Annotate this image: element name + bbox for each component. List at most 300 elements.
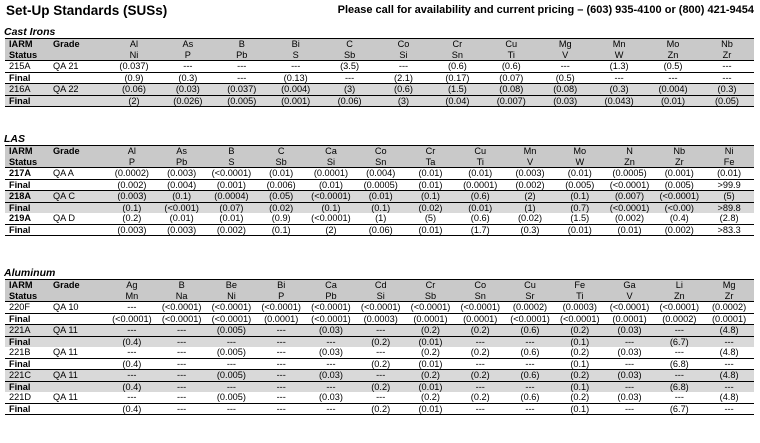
- value-cell: (2.8): [704, 213, 754, 224]
- value-cell: (0.03): [605, 370, 655, 382]
- grade: QA A: [51, 168, 107, 180]
- value-cell: (0.005): [565, 179, 595, 190]
- grade-blank: [51, 224, 107, 236]
- value-cell: ---: [455, 381, 505, 392]
- element-header: Sn: [455, 291, 505, 302]
- value-cell: (0.08): [538, 84, 592, 96]
- value-cell: (0.6): [430, 61, 484, 73]
- value-cell: ---: [157, 336, 207, 347]
- element-header: Cr: [406, 146, 456, 157]
- element-header: Ni: [107, 50, 161, 61]
- value-cell: (<0.0001): [311, 313, 351, 324]
- value-cell: ---: [207, 381, 257, 392]
- value-cell: ---: [624, 358, 635, 369]
- value-cell: (0.1): [555, 191, 605, 203]
- contact-info: Please call for availability and current pricing – (603) 935-4100 or (800) 421-9454: [337, 4, 754, 16]
- value-cell: ---: [306, 403, 356, 415]
- value-cell: (0.06): [356, 224, 406, 236]
- value-cell: (0.002): [515, 179, 545, 190]
- value-cell: (0.01): [207, 213, 257, 224]
- header-blank: [51, 291, 107, 302]
- value-cell: (2.1): [394, 72, 413, 83]
- element-header: S: [269, 50, 323, 61]
- value-cell: (<0.0001): [207, 168, 257, 180]
- value-cell: (0.1): [157, 191, 207, 203]
- value-cell: (0.0005): [605, 168, 655, 180]
- element-header: Sb: [256, 157, 306, 168]
- element-header: V: [505, 157, 555, 168]
- value-cell: (0.1): [406, 191, 456, 203]
- section-title: Cast Irons: [4, 26, 56, 38]
- value-cell: (0.2): [406, 325, 456, 337]
- element-header: Zr: [654, 157, 704, 168]
- value-cell: (0.6): [505, 325, 555, 337]
- element-header: Mo: [555, 146, 605, 157]
- value-cell: (3): [323, 84, 377, 96]
- value-cell: (0.2): [406, 347, 456, 358]
- value-cell: (4.8): [704, 347, 754, 358]
- value-cell: ---: [377, 61, 431, 73]
- value-cell: ---: [226, 358, 236, 369]
- status-final: Final: [5, 202, 51, 213]
- value-cell: (0.01): [418, 179, 443, 190]
- value-cell: (<0.0001): [356, 302, 406, 314]
- element-header: Zr: [700, 50, 754, 61]
- grade: QA 21: [51, 61, 107, 73]
- value-cell: (0.0002): [662, 313, 697, 324]
- status-final: Final: [9, 313, 31, 324]
- value-cell: (4.8): [704, 325, 754, 337]
- value-cell: ---: [107, 392, 157, 403]
- iarm-id: 219A: [5, 213, 51, 224]
- table-row: [5, 381, 754, 392]
- value-cell: (0.1): [356, 202, 406, 213]
- value-cell: (0.01): [455, 202, 505, 213]
- status-final: Final: [9, 179, 31, 190]
- status-final: Final: [9, 72, 31, 83]
- element-header: W: [555, 157, 605, 168]
- value-cell: (0.6): [505, 392, 555, 403]
- value-cell: (0.4): [107, 336, 157, 347]
- value-cell: (4.8): [704, 370, 754, 382]
- value-cell: (0.037): [107, 61, 161, 73]
- grade: QA 11: [51, 347, 107, 358]
- header-status: Status: [5, 50, 51, 61]
- value-cell: (<0.0001): [654, 302, 704, 314]
- element-header: Ta: [406, 157, 456, 168]
- grade-blank: [51, 202, 107, 213]
- value-cell: (1.3): [592, 61, 646, 73]
- value-cell: ---: [157, 381, 207, 392]
- table-row: [5, 347, 754, 358]
- value-cell: (<0.0001): [654, 191, 704, 203]
- element-header: V: [538, 50, 592, 61]
- value-cell: (<0.0001): [157, 302, 207, 314]
- element-header: Si: [377, 50, 431, 61]
- value-cell: ---: [704, 381, 754, 392]
- value-cell: (0.7): [555, 202, 605, 213]
- value-cell: (0.06): [323, 95, 377, 107]
- value-cell: (0.2): [455, 370, 505, 382]
- value-cell: (0.01): [555, 224, 605, 236]
- header-blank: [51, 50, 107, 61]
- value-cell: ---: [704, 403, 754, 415]
- value-cell: ---: [605, 403, 655, 415]
- value-cell: (0.0001): [612, 313, 647, 324]
- value-cell: (3): [377, 95, 431, 107]
- value-cell: ---: [704, 336, 754, 347]
- iarm-id: 218A: [5, 191, 51, 203]
- value-cell: ---: [107, 370, 157, 382]
- header-row: [5, 280, 754, 291]
- value-cell: (0.07): [207, 202, 257, 213]
- value-cell: (0.9): [256, 213, 306, 224]
- value-cell: (0.03): [306, 370, 356, 382]
- value-cell: (0.003): [107, 224, 157, 236]
- value-cell: ---: [177, 358, 187, 369]
- status-final: Final: [5, 224, 51, 236]
- value-cell: ---: [256, 325, 306, 337]
- element-header: Ni: [704, 146, 754, 157]
- value-cell: (0.001): [216, 179, 246, 190]
- iarm-id: 221A: [5, 325, 51, 337]
- value-cell: (0.6): [455, 191, 505, 203]
- grade-blank: [51, 72, 107, 84]
- value-cell: (<0.0001): [559, 313, 600, 324]
- value-cell: ---: [356, 325, 406, 337]
- value-cell: ---: [356, 392, 406, 403]
- value-cell: (<0.0001): [211, 313, 252, 324]
- value-cell: (0.1): [555, 403, 605, 415]
- value-cell: (0.037): [215, 84, 269, 96]
- value-cell: (0.2): [455, 325, 505, 337]
- value-cell: ---: [505, 336, 555, 347]
- value-cell: (0.02): [505, 213, 555, 224]
- header-status: Status: [5, 291, 51, 302]
- value-cell: (0.2): [555, 370, 605, 382]
- value-cell: (<0.0001): [306, 191, 356, 203]
- value-cell: (0.05): [700, 95, 754, 107]
- standards-table: [5, 279, 754, 415]
- grade-blank: [51, 179, 107, 191]
- element-header: B: [207, 146, 257, 157]
- element-header: Zn: [654, 291, 704, 302]
- value-cell: ---: [722, 72, 732, 83]
- element-header: Mn: [505, 146, 555, 157]
- status-final: Final: [5, 95, 51, 107]
- value-cell: (0.005): [664, 179, 694, 190]
- element-header: Mo: [646, 39, 700, 50]
- header-iarm: IARM: [5, 280, 51, 291]
- element-header: Pb: [157, 157, 207, 168]
- table-row: [5, 358, 754, 370]
- section-aluminum: [0, 267, 760, 415]
- element-header: P: [161, 50, 215, 61]
- header-iarm: IARM: [5, 39, 51, 50]
- value-cell: ---: [654, 325, 704, 337]
- value-cell: (<0.0001): [605, 202, 655, 213]
- value-cell: (<0.0001): [306, 213, 356, 224]
- value-cell: (0.002): [605, 213, 655, 224]
- value-cell: (0.005): [215, 95, 269, 107]
- value-cell: ---: [107, 302, 157, 314]
- value-cell: ---: [207, 403, 257, 415]
- value-cell: (0.0004): [207, 191, 257, 203]
- grade: QA C: [51, 191, 107, 203]
- value-cell: (<0.0001): [256, 302, 306, 314]
- element-header: Ni: [207, 291, 257, 302]
- grade-blank: [51, 336, 107, 347]
- value-cell: ---: [614, 72, 624, 83]
- value-cell: (0.03): [161, 84, 215, 96]
- status-final: Final: [9, 358, 31, 369]
- value-cell: (0.01): [318, 179, 343, 190]
- value-cell: >99.9: [717, 179, 741, 190]
- value-cell: (1.5): [430, 84, 484, 96]
- element-header: B: [157, 280, 207, 291]
- iarm-id: 221B: [5, 347, 51, 358]
- value-cell: (0.0001): [463, 179, 498, 190]
- value-cell: ---: [161, 61, 215, 73]
- value-cell: (<0.0001): [112, 313, 152, 324]
- value-cell: (0.002): [117, 179, 147, 190]
- element-header: Co: [377, 39, 431, 50]
- element-header: Zn: [605, 157, 655, 168]
- value-cell: ---: [605, 381, 655, 392]
- element-header: W: [592, 50, 646, 61]
- title-bar: [0, 0, 760, 22]
- table-row: [5, 61, 754, 73]
- header-row: [5, 291, 754, 302]
- element-header: Co: [356, 146, 406, 157]
- element-header: B: [215, 39, 269, 50]
- element-header: Pb: [306, 291, 356, 302]
- value-cell: (0.005): [207, 392, 257, 403]
- value-cell: ---: [237, 72, 247, 83]
- value-cell: (0.0002): [505, 302, 555, 314]
- element-header: Sb: [406, 291, 456, 302]
- section-las: [0, 133, 760, 236]
- grade-blank: [51, 403, 107, 415]
- value-cell: (0.1): [256, 224, 306, 236]
- table-row: [5, 168, 754, 180]
- value-cell: (5): [406, 213, 456, 224]
- value-cell: (0.4): [107, 381, 157, 392]
- value-cell: (4.8): [704, 392, 754, 403]
- value-cell: (0.03): [605, 392, 655, 403]
- iarm-id: 216A: [5, 84, 51, 96]
- value-cell: (0.001): [654, 168, 704, 180]
- value-cell: (6.7): [654, 403, 704, 415]
- header-status: Status: [5, 157, 51, 168]
- value-cell: >83.3: [704, 224, 754, 236]
- value-cell: ---: [157, 347, 207, 358]
- value-cell: (0.05): [256, 191, 306, 203]
- value-cell: (0.01): [256, 168, 306, 180]
- value-cell: ---: [207, 336, 257, 347]
- value-cell: ---: [525, 358, 535, 369]
- value-cell: ---: [505, 403, 555, 415]
- table-row: [5, 202, 754, 213]
- value-cell: (0.0002): [704, 302, 754, 314]
- value-cell: (0.1): [306, 202, 356, 213]
- value-cell: ---: [724, 358, 734, 369]
- value-cell: (0.0002): [107, 168, 157, 180]
- iarm-id: 215A: [5, 61, 51, 73]
- grade: QA 11: [51, 392, 107, 403]
- value-cell: (0.005): [207, 370, 257, 382]
- value-cell: (0.5): [555, 72, 575, 83]
- value-cell: (0.2): [455, 392, 505, 403]
- value-cell: (6.8): [654, 381, 704, 392]
- value-cell: (0.3): [505, 224, 555, 236]
- value-cell: ---: [356, 370, 406, 382]
- value-cell: ---: [505, 381, 555, 392]
- element-header: Zn: [646, 50, 700, 61]
- value-cell: (0.6): [455, 213, 505, 224]
- element-header: Bi: [269, 39, 323, 50]
- grade: QA 22: [51, 84, 107, 96]
- table-row: [5, 179, 754, 191]
- grade: QA D: [51, 213, 107, 224]
- status-final: Final: [5, 403, 51, 415]
- value-cell: (0.04): [430, 95, 484, 107]
- value-cell: (0.026): [161, 95, 215, 107]
- element-header: As: [161, 39, 215, 50]
- element-header: Si: [306, 157, 356, 168]
- value-cell: (2): [107, 95, 161, 107]
- header-row: [5, 157, 754, 168]
- value-cell: (0.6): [505, 347, 555, 358]
- value-cell: (0.01): [704, 168, 754, 180]
- value-cell: (5): [704, 191, 754, 203]
- table-row: [5, 313, 754, 325]
- value-cell: (0.1): [555, 336, 605, 347]
- element-header: C: [256, 146, 306, 157]
- value-cell: (0.0003): [363, 313, 398, 324]
- header-iarm: IARM: [5, 146, 51, 157]
- value-cell: (0.007): [605, 191, 655, 203]
- element-header: P: [256, 291, 306, 302]
- value-cell: (0.01): [406, 381, 456, 392]
- value-cell: (<0.0001): [510, 313, 550, 324]
- value-cell: (2): [505, 191, 555, 203]
- value-cell: (0.1): [570, 358, 590, 369]
- element-header: Mg: [538, 39, 592, 50]
- value-cell: (0.2): [555, 392, 605, 403]
- element-header: Ca: [306, 280, 356, 291]
- element-header: Cu: [505, 280, 555, 291]
- element-header: Co: [455, 280, 505, 291]
- value-cell: (0.6): [484, 61, 538, 73]
- value-cell: ---: [256, 347, 306, 358]
- value-cell: ---: [107, 347, 157, 358]
- value-cell: (0.3): [700, 84, 754, 96]
- value-cell: (0.03): [538, 95, 592, 107]
- value-cell: (2): [306, 224, 356, 236]
- value-cell: (1): [505, 202, 555, 213]
- value-cell: (0.001): [269, 95, 323, 107]
- section-title: LAS: [4, 133, 25, 145]
- value-cell: (0.0001): [413, 313, 448, 324]
- value-cell: ---: [654, 392, 704, 403]
- table-row: [5, 72, 754, 84]
- value-cell: ---: [107, 325, 157, 337]
- value-cell: (0.03): [306, 325, 356, 337]
- status-final: Final: [5, 381, 51, 392]
- element-header: As: [157, 146, 207, 157]
- value-cell: (0.2): [107, 213, 157, 224]
- value-cell: (0.003): [107, 191, 157, 203]
- value-cell: ---: [356, 347, 406, 358]
- value-cell: (0.02): [406, 202, 456, 213]
- grade-blank: [51, 381, 107, 392]
- value-cell: (<0.0001): [455, 302, 505, 314]
- value-cell: (0.6): [505, 370, 555, 382]
- value-cell: (0.01): [605, 224, 655, 236]
- value-cell: (0.6): [377, 84, 431, 96]
- value-cell: (0.08): [484, 84, 538, 96]
- standards-table: [5, 38, 754, 107]
- header-grade: Grade: [51, 280, 107, 291]
- value-cell: (0.4): [654, 213, 704, 224]
- table-row: [5, 224, 754, 236]
- value-cell: (0.01): [418, 358, 443, 369]
- element-header: Li: [654, 280, 704, 291]
- table-row: [5, 403, 754, 415]
- element-header: Al: [107, 146, 157, 157]
- header-grade: Grade: [51, 146, 107, 157]
- value-cell: (1.7): [455, 224, 505, 236]
- value-cell: ---: [215, 61, 269, 73]
- value-cell: (0.03): [306, 347, 356, 358]
- value-cell: (0.01): [356, 191, 406, 203]
- iarm-id: 221D: [5, 392, 51, 403]
- value-cell: (0.003): [505, 168, 555, 180]
- value-cell: (0.005): [207, 325, 257, 337]
- value-cell: ---: [668, 72, 678, 83]
- value-cell: ---: [256, 381, 306, 392]
- grade: QA 10: [51, 302, 107, 314]
- table-row: [5, 336, 754, 347]
- element-header: Na: [157, 291, 207, 302]
- element-header: N: [605, 146, 655, 157]
- element-header: C: [323, 39, 377, 50]
- value-cell: ---: [700, 61, 754, 73]
- value-cell: (<0.001): [157, 202, 207, 213]
- element-header: Sr: [505, 291, 555, 302]
- value-cell: (0.13): [283, 72, 308, 83]
- section-title: Aluminum: [4, 267, 56, 279]
- value-cell: (0.2): [356, 403, 406, 415]
- value-cell: (<0.0001): [609, 179, 650, 190]
- table-row: [5, 370, 754, 382]
- value-cell: (0.004): [269, 84, 323, 96]
- page-title: Set-Up Standards (SUSs): [6, 3, 168, 18]
- element-header: Cu: [455, 146, 505, 157]
- table-row: [5, 392, 754, 403]
- element-header: Pb: [215, 50, 269, 61]
- element-header: Al: [107, 39, 161, 50]
- element-header: Si: [356, 291, 406, 302]
- value-cell: ---: [157, 370, 207, 382]
- value-cell: (<0.0001): [406, 302, 456, 314]
- value-cell: ---: [256, 403, 306, 415]
- value-cell: (0.01): [455, 168, 505, 180]
- value-cell: (0.01): [646, 95, 700, 107]
- element-header: Fe: [555, 280, 605, 291]
- element-header: Mg: [704, 280, 754, 291]
